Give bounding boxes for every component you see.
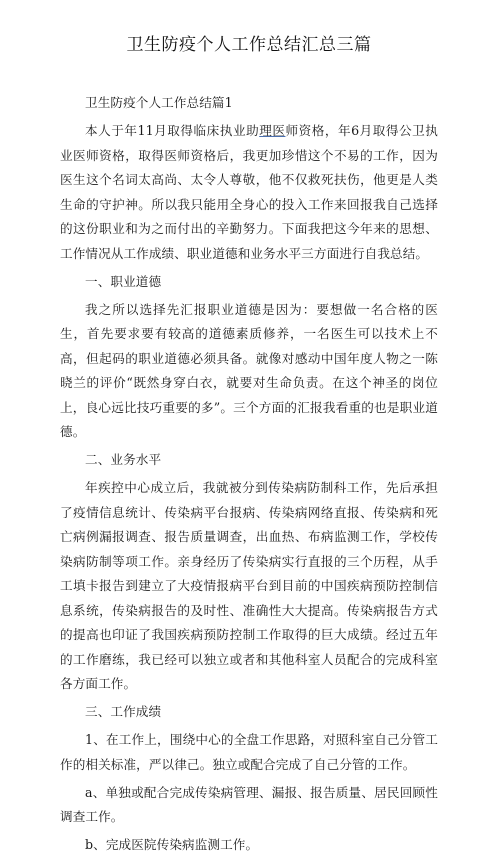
section-subtitle: 卫生防疫个人工作总结篇1 (85, 95, 233, 110)
paragraph-intro-start: 本人于年11月取得临床执业助 (85, 123, 260, 138)
paragraph-professional-level: 年疾控中心成立后，我就被分到传染病防制科工作，先后承担了疫情信息统计、传染病平台报病、传染病网络直报、传染病和死亡病例漏报调查、报告质量调查，出血热、布病监测工作，学校传染病防制等项工作。亲身经历了传染病实行直报的三个历程，从手工填卡报告到建立了大疫情报病平台到目前的中国疾病预防控制信息系统，传染病报告的及时性、准确性大大提高。传染病报告方式的提高也印证了我国疾病预防控制工作取得的巨大成绩。经过五年的工作磨练，我已经可以独立或者和其他科室人员配合的完成科室各方面工作。 (60, 480, 438, 691)
paragraph-achievement-b: b、完成医院传染病监测工作。 (85, 837, 259, 852)
heading-professional-ethics: 一、职业道德 (85, 273, 162, 289)
heading-work-achievements: 三、工作成绩 (85, 704, 162, 719)
paragraph-intro-rest: 师资格，年6月取得公卫执业医师资格，取得医师资格后，我更加珍惜这个不易的工作，因为医生这个名词太高尚、太令人尊敬，他不仅救死扶伤，他更是人类生命的守护神。所以我只能用全身心的投入工作来回报我自己选择的这份职业和为之而付出的辛勤努力。下面我把这今年来的思想、工作情况从工作成绩、职业道德和业务水平三方面进行自我总结。 (60, 123, 438, 261)
document-body (60, 91, 438, 858)
paragraph-professional-ethics: 我之所以选择先汇报职业道德是因为：要想做一名合格的医生，首先要求要有较高的道德素质修养，一名医生可以技术上不高，但起码的职业道德必须具备。就像对感动中国年度人物之一陈晓兰的评价“既然身穿白衣，就要对生命负责。在这个神圣的岗位上，良心远比技巧重要的多”。三个方面的汇报我看重的也是职业道德。 (60, 301, 438, 439)
paragraph-achievement-a: a、单独或配合完成传染病管理、漏报、报告质量、居民回顾性调查工作。 (60, 784, 438, 824)
paragraph-intro (60, 119, 438, 266)
paragraph-achievement-1: 1、在工作上，围绕中心的全盘工作思路，对照科室自己分管工作的相关标准，严以律己。独立或配合完成了自己分管的工作。 (60, 732, 438, 772)
underlined-term: 理医 (259, 123, 286, 138)
document-title: 卫生防疫个人工作总结汇总三篇 (126, 35, 372, 55)
heading-professional-level: 二、业务水平 (85, 452, 162, 467)
